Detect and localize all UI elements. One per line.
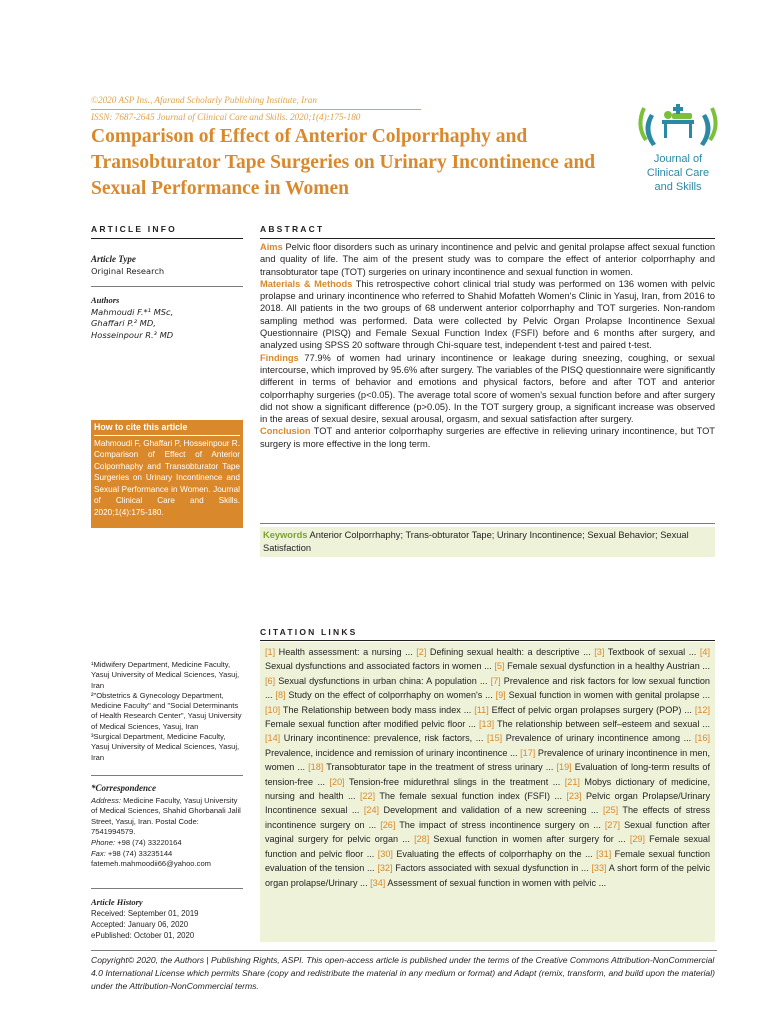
keywords-box xyxy=(260,527,715,557)
phone-value: +98 (74) 33220164 xyxy=(115,837,182,847)
citation-link[interactable] xyxy=(380,820,605,830)
meta-divider xyxy=(91,109,421,110)
citation-title[interactable]: Urinary incontinence: prevalence, risk factors, ... xyxy=(280,733,487,744)
citation-link[interactable] xyxy=(330,777,565,787)
citation-number[interactable]: [8] xyxy=(275,690,286,701)
citation-number[interactable]: [1] xyxy=(265,647,276,657)
aims-label: Aims xyxy=(260,242,283,252)
correspondence-email[interactable]: fatemeh.mahmoodii66@yahoo.com xyxy=(91,859,211,869)
abstract-aims xyxy=(260,241,715,278)
abstract-rule xyxy=(260,238,715,239)
citation-title[interactable]: A short form of the pelvic organ prolapse/Urinary ... xyxy=(265,863,710,888)
citation-number[interactable]: [4] xyxy=(699,647,710,657)
citation-number[interactable]: [28] xyxy=(414,834,430,845)
citation-links-heading: CITATION LINKS xyxy=(260,627,358,637)
citation-number[interactable]: [19] xyxy=(556,762,572,773)
citation-links-rule xyxy=(260,640,715,641)
citation-number[interactable]: [9] xyxy=(495,690,506,701)
history-accepted: Accepted: January 06, 2020 xyxy=(91,920,189,929)
affiliation-3: ³Surgical Department, Medicine Faculty, Yasuj University of Medical Sciences, Yasuj, Iran xyxy=(91,732,240,762)
keywords-text: Anterior Colporrhaphy; Trans-obturator Tape; Urinary Incontinence; Sexual Behavior; Sexual Satisfaction xyxy=(263,530,689,553)
article-type-block xyxy=(91,254,243,277)
citation-number[interactable]: [16] xyxy=(694,733,711,744)
citation-title[interactable]: Study on the effect of colporrhaphy on women's ... xyxy=(285,690,496,701)
conclusion-label: Conclusion xyxy=(260,426,311,437)
citation-title[interactable]: Textbook of sexual ... xyxy=(604,647,700,657)
citation-number[interactable]: [7] xyxy=(490,675,501,686)
methods-text: This retrospective cohort clinical trial study was performed on 136 women with pelvic prolapse and urinary incontinence who referred to Shahid Mofatteh Women's Clinic in Yasuj, Iran, from 2016 to 2018. All patients in the two groups of 68 underwent anterior colporrhaphy and TOT surgeries. Non-random sampling method was performed. Data were collected by Pelvic Organ Prolapse Incontinence Sexual Questionnaire (PISQ) and Female Sexual Function Index (FSFI) before and 6 months after surgery, and analyzed using SPSS 20 software through Chi-square test, independent t-test and paired t-test. xyxy=(260,278,715,351)
citation-number[interactable]: [10] xyxy=(265,704,281,715)
citation-number[interactable]: [23] xyxy=(566,791,582,802)
conclusion-text: TOT and anterior colporrhaphy surgeries are effective in relieving urinary incontinence, but TOT surgery is more effective in the long term. xyxy=(260,426,715,449)
citation-number[interactable]: [14] xyxy=(265,733,281,744)
citation-number[interactable]: [17] xyxy=(520,747,536,758)
how-to-cite-heading: How to cite this article xyxy=(94,420,240,436)
abstract-heading: ABSTRACT xyxy=(260,224,325,234)
article-info-heading: ARTICLE INFO xyxy=(91,224,177,234)
citation-title[interactable]: Sexual dysfunctions and associated factors in women ... xyxy=(265,661,495,672)
citation-number[interactable]: [34] xyxy=(370,877,386,888)
article-history xyxy=(91,897,243,941)
abstract-findings xyxy=(260,352,715,426)
correspondence-phone xyxy=(91,838,243,849)
citation-title[interactable]: Prevalence of urinary incontinence in men, women ... xyxy=(265,747,710,773)
citation-link[interactable] xyxy=(494,661,710,671)
citation-title[interactable]: Development and validation of a new screening ... xyxy=(379,805,603,816)
citation-number[interactable]: [25] xyxy=(602,805,619,816)
findings-text: 77.9% of women had urinary incontinence or leakage during sneezing, coughing, or sexual intercourse, which improved by 95.6% after surgery. The variables of the PISQ questionnaire were significantly different in terms of behavior and emotions and physical factors, before and after TOT and anterior colporrhaphy surgeries (p<0.05). The average total score of women's sexual function before and after surgery did not show a significant difference (p>0.05). In the TOT surgery group, a significant increase was observed in the areas of sexual desire, sexual arousal, orgasm, and sexual satisfaction after surgery. xyxy=(260,352,715,425)
address-text: Medicine Faculty, Yasuj University of Medical Sciences, Shahid Ghorbanali Jalil Street, Yasuj, Iran. Postal Code: 7541994579. xyxy=(91,795,241,837)
citation-link[interactable] xyxy=(487,733,695,743)
citation-link[interactable] xyxy=(377,863,591,873)
citation-title[interactable]: The Relationship between body mass index ... xyxy=(280,704,475,715)
citation-title[interactable]: Sexual function in women after surgery for ... xyxy=(429,834,630,845)
fax-value: +98 (74) 33235144 xyxy=(105,848,173,858)
citation-title[interactable]: Evaluation of long-term results of tension-free ... xyxy=(265,762,711,787)
citation-link[interactable] xyxy=(416,647,594,657)
citation-title[interactable]: Mobys dictionary of medicine, nursing and health ... xyxy=(265,776,710,802)
citation-link[interactable] xyxy=(308,762,556,772)
logo-line-3: and Skills xyxy=(654,181,702,193)
findings-label: Findings xyxy=(260,352,299,363)
citation-number[interactable]: [2] xyxy=(416,647,427,657)
author-2: Ghaffari P.² MD, xyxy=(91,318,156,328)
logo-line-2: Clinical Care xyxy=(646,167,710,179)
citation-title[interactable]: Female sexual function and pelvic floor ... xyxy=(265,834,710,859)
citation-title[interactable]: Female sexual function evaluation of the tension ... xyxy=(265,848,711,874)
citation-number[interactable]: [20] xyxy=(329,776,345,787)
logo-text xyxy=(632,152,724,194)
citation-number[interactable]: [30] xyxy=(377,848,393,859)
phone-label: Phone: xyxy=(91,837,116,847)
author-1: Mahmoudi F.*¹ MSc, xyxy=(91,306,174,317)
correspondence-fax xyxy=(91,849,243,860)
affiliation-1: ¹Midwifery Department, Medicine Faculty, Yasuj University of Medical Sciences, Yasuj, Iran xyxy=(91,660,240,690)
authors-label: Authors xyxy=(91,295,120,305)
citation-title[interactable]: Effect of pelvic organ prolapses surgery (POP) ... xyxy=(488,704,695,715)
abstract-body xyxy=(260,241,715,450)
article-type-value: Original Research xyxy=(91,265,165,276)
citation-number[interactable]: [27] xyxy=(604,819,621,830)
history-epublished: ePublished: October 01, 2020 xyxy=(91,931,195,940)
citation-link[interactable] xyxy=(265,733,487,743)
keywords-label: Keywords xyxy=(263,530,308,540)
citation-number[interactable]: [26] xyxy=(380,819,396,830)
citation-number[interactable]: [33] xyxy=(591,863,607,874)
citation-title[interactable]: Prevalence, incidence and remission of urinary incontinence ... xyxy=(265,747,521,758)
citation-link[interactable] xyxy=(414,834,630,844)
affil-divider xyxy=(91,775,243,776)
citation-link[interactable] xyxy=(479,719,710,729)
affiliation-2: ²"Obstetrics & Gynecology Department, Medicine Faculty" and "Social Determinants of Health Research Center", Yasuj University of Medical Sciences, Yasuj, Iran xyxy=(91,690,242,731)
publisher-line: ©2020 ASP Ins., Afarand Scholarly Publishing Institute, Iran xyxy=(91,95,317,105)
citation-number[interactable]: [13] xyxy=(478,719,495,730)
citation-link[interactable] xyxy=(265,676,491,686)
citation-title[interactable]: Female sexual function after modified pelvic floor ... xyxy=(265,719,479,730)
history-received: Received: September 01, 2019 xyxy=(91,909,199,918)
how-to-cite-box xyxy=(91,420,243,528)
type-divider xyxy=(91,286,243,287)
citation-link[interactable] xyxy=(364,805,603,815)
citation-number[interactable]: [29] xyxy=(629,834,645,845)
journal-logo xyxy=(632,100,732,195)
citation-title[interactable]: Prevalence and risk factors for low sexual function ... xyxy=(265,675,710,701)
citation-number[interactable]: [12] xyxy=(694,704,710,715)
how-to-cite-text: Mahmoudi F, Ghaffari P, Hosseinpour R. Comparison of Effect of Anterior Colporrhaphy and Transobturator Tape Surgeries on Urinary Incontinence and Sexual Performance in Women. Journal of Clinical Care and Skills. 2020;1(4):175-180. xyxy=(94,438,240,517)
fax-label: Fax: xyxy=(91,848,106,858)
citation-number[interactable]: [11] xyxy=(474,704,489,715)
citation-title[interactable]: Factors associated with sexual dysfunction in ... xyxy=(392,863,592,874)
citation-title[interactable]: Transobturator tape in the treatment of stress urinary ... xyxy=(323,762,557,773)
citation-title[interactable]: The impact of stress incontinence surgery on ... xyxy=(395,819,605,830)
correspondence xyxy=(91,783,243,870)
citation-links-box xyxy=(260,642,715,942)
history-heading: Article History xyxy=(91,897,143,907)
abstract-conclusion xyxy=(260,425,715,450)
authors-block xyxy=(91,295,243,341)
citation-title[interactable]: Evaluating the effects of colporrhaphy on the ... xyxy=(392,848,597,859)
citation-link[interactable] xyxy=(496,690,710,700)
citation-number[interactable]: [24] xyxy=(363,805,380,816)
article-info-rule xyxy=(91,238,243,239)
citation-number[interactable]: [22] xyxy=(359,791,376,802)
issn-line: ISSN: 7687-2645 Journal of Clinical Care and Skills. 2020;1(4):175-180 xyxy=(91,112,361,122)
article-title: Comparison of Effect of Anterior Colporrhaphy and Transobturator Tape Surgeries on Urinary Incontinence and Sexual Performance in Women xyxy=(91,126,596,199)
affiliations xyxy=(91,660,243,763)
correspondence-address xyxy=(91,796,243,838)
citation-title[interactable]: The female sexual function index (FSFI) ... xyxy=(375,791,567,802)
address-label: Address: xyxy=(91,795,121,805)
citation-title[interactable]: Tension-free midurethral slings in the treatment ... xyxy=(344,776,565,787)
citation-title[interactable]: The effects of stress incontinence surgery on ... xyxy=(265,805,711,830)
citation-link[interactable] xyxy=(265,705,474,715)
citation-title[interactable]: Sexual function after vaginal surgery for pelvic organ ... xyxy=(265,819,711,845)
citation-title[interactable]: Sexual dysfunctions in urban china: A population ... xyxy=(275,675,491,686)
journal-meta xyxy=(91,94,571,124)
corr-divider xyxy=(91,888,243,889)
author-3: Hosseinpour R.³ MD xyxy=(91,329,174,340)
citation-number[interactable]: [3] xyxy=(594,647,605,657)
abstract-methods xyxy=(260,278,715,352)
logo-line-1: Journal of xyxy=(653,153,703,165)
footer-rule xyxy=(91,950,717,951)
aims-text: Pelvic floor disorders such as urinary incontinence and pelvic and genital prolapse affect sexual function and quality of life. The aim of the present study was to compare the effect of anterior colporrhaphy and transobturator tape (TOT) surgeries on urinary incontinence and sexual function in women. xyxy=(260,242,715,277)
correspondence-heading: *Correspondence xyxy=(91,783,156,793)
citation-number[interactable]: [15] xyxy=(486,733,503,744)
citation-link[interactable] xyxy=(265,647,416,657)
logo-emblem-icon xyxy=(632,100,724,150)
citation-title[interactable]: Sexual function in women with genital prolapse ... xyxy=(505,690,710,701)
citation-title[interactable]: Pelvic organ Prolapse/Urinary Incontinence sexual ... xyxy=(265,791,710,816)
copyright-notice: Copyright© 2020, the Authors | Publishing Rights, ASPI. This open-access article is published under the terms of the Creative Commons Attribution-NonCommercial 4.0 International License which permits Share (copy and redistribute the material in any medium or format) and Adapt (remix, transform, and build upon the material) under the Attribution-NonCommercial terms. xyxy=(91,955,715,991)
abstract-bottom-rule xyxy=(260,523,715,524)
citation-number[interactable]: [18] xyxy=(308,762,324,773)
citation-number[interactable]: [5] xyxy=(494,661,505,672)
citation-link[interactable] xyxy=(594,647,700,657)
citation-title[interactable]: Female sexual dysfunction in a healthy Austrian ... xyxy=(504,661,710,672)
methods-label: Materials & Methods xyxy=(260,278,353,289)
citation-link[interactable] xyxy=(370,878,606,888)
citation-link[interactable] xyxy=(474,705,695,715)
citation-title[interactable]: Assessment of sexual function in women with pelvic ... xyxy=(385,877,607,888)
citation-title[interactable]: Defining sexual health: a descriptive ... xyxy=(426,647,595,657)
citation-link[interactable] xyxy=(378,849,596,859)
citation-title[interactable]: Health assessment: a nursing ... xyxy=(275,647,417,657)
citation-title[interactable]: Prevalence of urinary incontinence among ... xyxy=(502,733,695,744)
citation-number[interactable]: [31] xyxy=(596,848,612,859)
citation-number[interactable]: [32] xyxy=(377,863,393,874)
citation-number[interactable]: [6] xyxy=(265,675,276,686)
citation-link[interactable] xyxy=(360,791,566,801)
citation-title[interactable]: The relationship between self–esteem and sexual ... xyxy=(494,719,710,730)
article-type-label: Article Type xyxy=(91,254,136,264)
citation-link[interactable] xyxy=(275,690,495,700)
citation-number[interactable]: [21] xyxy=(564,776,580,787)
